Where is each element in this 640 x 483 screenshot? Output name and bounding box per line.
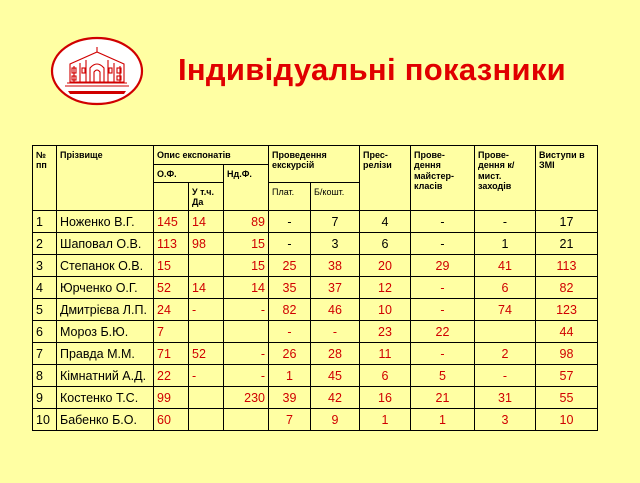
- cell-of: 99: [154, 387, 189, 409]
- cell-ndf: 15: [224, 255, 269, 277]
- cell-media: 57: [536, 365, 598, 387]
- cell-name: Бабенко Б.О.: [57, 409, 154, 431]
- building-seal-logo: [50, 36, 144, 106]
- cell-press: 20: [360, 255, 411, 277]
- table-row: [33, 387, 598, 409]
- cell-num: 1: [33, 211, 57, 233]
- header-surname: Прізвище: [57, 146, 154, 211]
- cell-of: 60: [154, 409, 189, 431]
- cell-free: 9: [311, 409, 360, 431]
- cell-of_da: [189, 387, 224, 409]
- cell-name: Степанок О.В.: [57, 255, 154, 277]
- cell-of: 113: [154, 233, 189, 255]
- header-of-incl: У т.ч. Да: [189, 183, 224, 211]
- cell-of: 71: [154, 343, 189, 365]
- cell-events: -: [475, 365, 536, 387]
- cell-num: 10: [33, 409, 57, 431]
- cell-press: 6: [360, 233, 411, 255]
- cell-free: 3: [311, 233, 360, 255]
- cell-of: 7: [154, 321, 189, 343]
- cell-of_da: -: [189, 299, 224, 321]
- cell-ndf: [224, 409, 269, 431]
- cell-of: 24: [154, 299, 189, 321]
- cell-of: 145: [154, 211, 189, 233]
- header-paid: Плат.: [269, 183, 311, 211]
- table-row: [33, 211, 598, 233]
- cell-free: 28: [311, 343, 360, 365]
- cell-press: 4: [360, 211, 411, 233]
- table-row: [33, 321, 598, 343]
- cell-name: Ноженко В.Г.: [57, 211, 154, 233]
- cell-of_da: 98: [189, 233, 224, 255]
- cell-master: -: [411, 343, 475, 365]
- cell-num: 3: [33, 255, 57, 277]
- page-title: Індивідуальні показники: [178, 52, 567, 87]
- cell-name: Дмитрієва Л.П.: [57, 299, 154, 321]
- cell-master: -: [411, 299, 475, 321]
- header-exhibits: Опис експонатів: [154, 146, 269, 165]
- header-master-classes: Прове-дення майстер-класів: [411, 146, 475, 211]
- header-ndf: Нд.Ф.: [224, 165, 269, 211]
- cell-free: 46: [311, 299, 360, 321]
- cell-num: 7: [33, 343, 57, 365]
- cell-of_da: [189, 255, 224, 277]
- cell-media: 10: [536, 409, 598, 431]
- cell-name: Правда М.М.: [57, 343, 154, 365]
- cell-name: Шаповал О.В.: [57, 233, 154, 255]
- cell-paid: 82: [269, 299, 311, 321]
- cell-paid: -: [269, 233, 311, 255]
- cell-events: 1: [475, 233, 536, 255]
- cell-num: 9: [33, 387, 57, 409]
- cell-of_da: -: [189, 365, 224, 387]
- cell-free: 38: [311, 255, 360, 277]
- header-of: О.Ф.: [154, 165, 224, 183]
- cell-press: 16: [360, 387, 411, 409]
- cell-name: Кімнатний А.Д.: [57, 365, 154, 387]
- cell-events: -: [475, 211, 536, 233]
- cell-name: Юрченко О.Г.: [57, 277, 154, 299]
- header-num: № пп: [33, 146, 57, 211]
- cell-master: -: [411, 277, 475, 299]
- cell-num: 4: [33, 277, 57, 299]
- cell-media: 98: [536, 343, 598, 365]
- cell-free: 45: [311, 365, 360, 387]
- cell-paid: 7: [269, 409, 311, 431]
- table-row: [33, 277, 598, 299]
- cell-of_da: [189, 321, 224, 343]
- cell-name: Костенко Т.С.: [57, 387, 154, 409]
- cell-master: 22: [411, 321, 475, 343]
- cell-press: 11: [360, 343, 411, 365]
- table-row: [33, 365, 598, 387]
- cell-press: 6: [360, 365, 411, 387]
- header-press: Прес-релізи: [360, 146, 411, 211]
- cell-events: [475, 321, 536, 343]
- header-media: Виступи в ЗМІ: [536, 146, 598, 211]
- cell-ndf: -: [224, 343, 269, 365]
- cell-events: 6: [475, 277, 536, 299]
- cell-press: 12: [360, 277, 411, 299]
- cell-media: 55: [536, 387, 598, 409]
- table-row: [33, 343, 598, 365]
- cell-press: 23: [360, 321, 411, 343]
- cell-of: 22: [154, 365, 189, 387]
- cell-num: 2: [33, 233, 57, 255]
- cell-ndf: 230: [224, 387, 269, 409]
- cell-free: 42: [311, 387, 360, 409]
- cell-paid: 26: [269, 343, 311, 365]
- cell-ndf: 15: [224, 233, 269, 255]
- cell-name: Мороз Б.Ю.: [57, 321, 154, 343]
- table-row: [33, 409, 598, 431]
- cell-ndf: 89: [224, 211, 269, 233]
- header-free: Б/кошт.: [311, 183, 360, 211]
- cell-ndf: [224, 321, 269, 343]
- cell-events: 74: [475, 299, 536, 321]
- cell-paid: 1: [269, 365, 311, 387]
- cell-master: -: [411, 233, 475, 255]
- cell-of: 52: [154, 277, 189, 299]
- cell-num: 5: [33, 299, 57, 321]
- cell-media: 17: [536, 211, 598, 233]
- cell-paid: -: [269, 211, 311, 233]
- cell-events: 2: [475, 343, 536, 365]
- cell-of_da: 14: [189, 277, 224, 299]
- cell-master: -: [411, 211, 475, 233]
- header-excursions: Проведення екскурсій: [269, 146, 360, 183]
- cell-master: 5: [411, 365, 475, 387]
- cell-ndf: -: [224, 365, 269, 387]
- cell-paid: 39: [269, 387, 311, 409]
- table-row: [33, 233, 598, 255]
- cell-media: 123: [536, 299, 598, 321]
- cell-of_da: [189, 409, 224, 431]
- cell-of_da: 52: [189, 343, 224, 365]
- cell-free: 37: [311, 277, 360, 299]
- cell-media: 82: [536, 277, 598, 299]
- cell-events: 31: [475, 387, 536, 409]
- cell-media: 44: [536, 321, 598, 343]
- table-row: [33, 255, 598, 277]
- cell-ndf: -: [224, 299, 269, 321]
- cell-paid: 35: [269, 277, 311, 299]
- cell-paid: -: [269, 321, 311, 343]
- cell-num: 6: [33, 321, 57, 343]
- table-row: [33, 299, 598, 321]
- cell-press: 1: [360, 409, 411, 431]
- cell-free: -: [311, 321, 360, 343]
- header-events: Прове-дення к/мист. заходів: [475, 146, 536, 211]
- cell-events: 3: [475, 409, 536, 431]
- cell-of_da: 14: [189, 211, 224, 233]
- cell-press: 10: [360, 299, 411, 321]
- cell-media: 113: [536, 255, 598, 277]
- cell-ndf: 14: [224, 277, 269, 299]
- cell-events: 41: [475, 255, 536, 277]
- indicators-table: [32, 145, 598, 431]
- cell-num: 8: [33, 365, 57, 387]
- cell-master: 29: [411, 255, 475, 277]
- cell-master: 21: [411, 387, 475, 409]
- cell-paid: 25: [269, 255, 311, 277]
- cell-free: 7: [311, 211, 360, 233]
- cell-media: 21: [536, 233, 598, 255]
- header-of-blank: [154, 183, 189, 211]
- cell-master: 1: [411, 409, 475, 431]
- cell-of: 15: [154, 255, 189, 277]
